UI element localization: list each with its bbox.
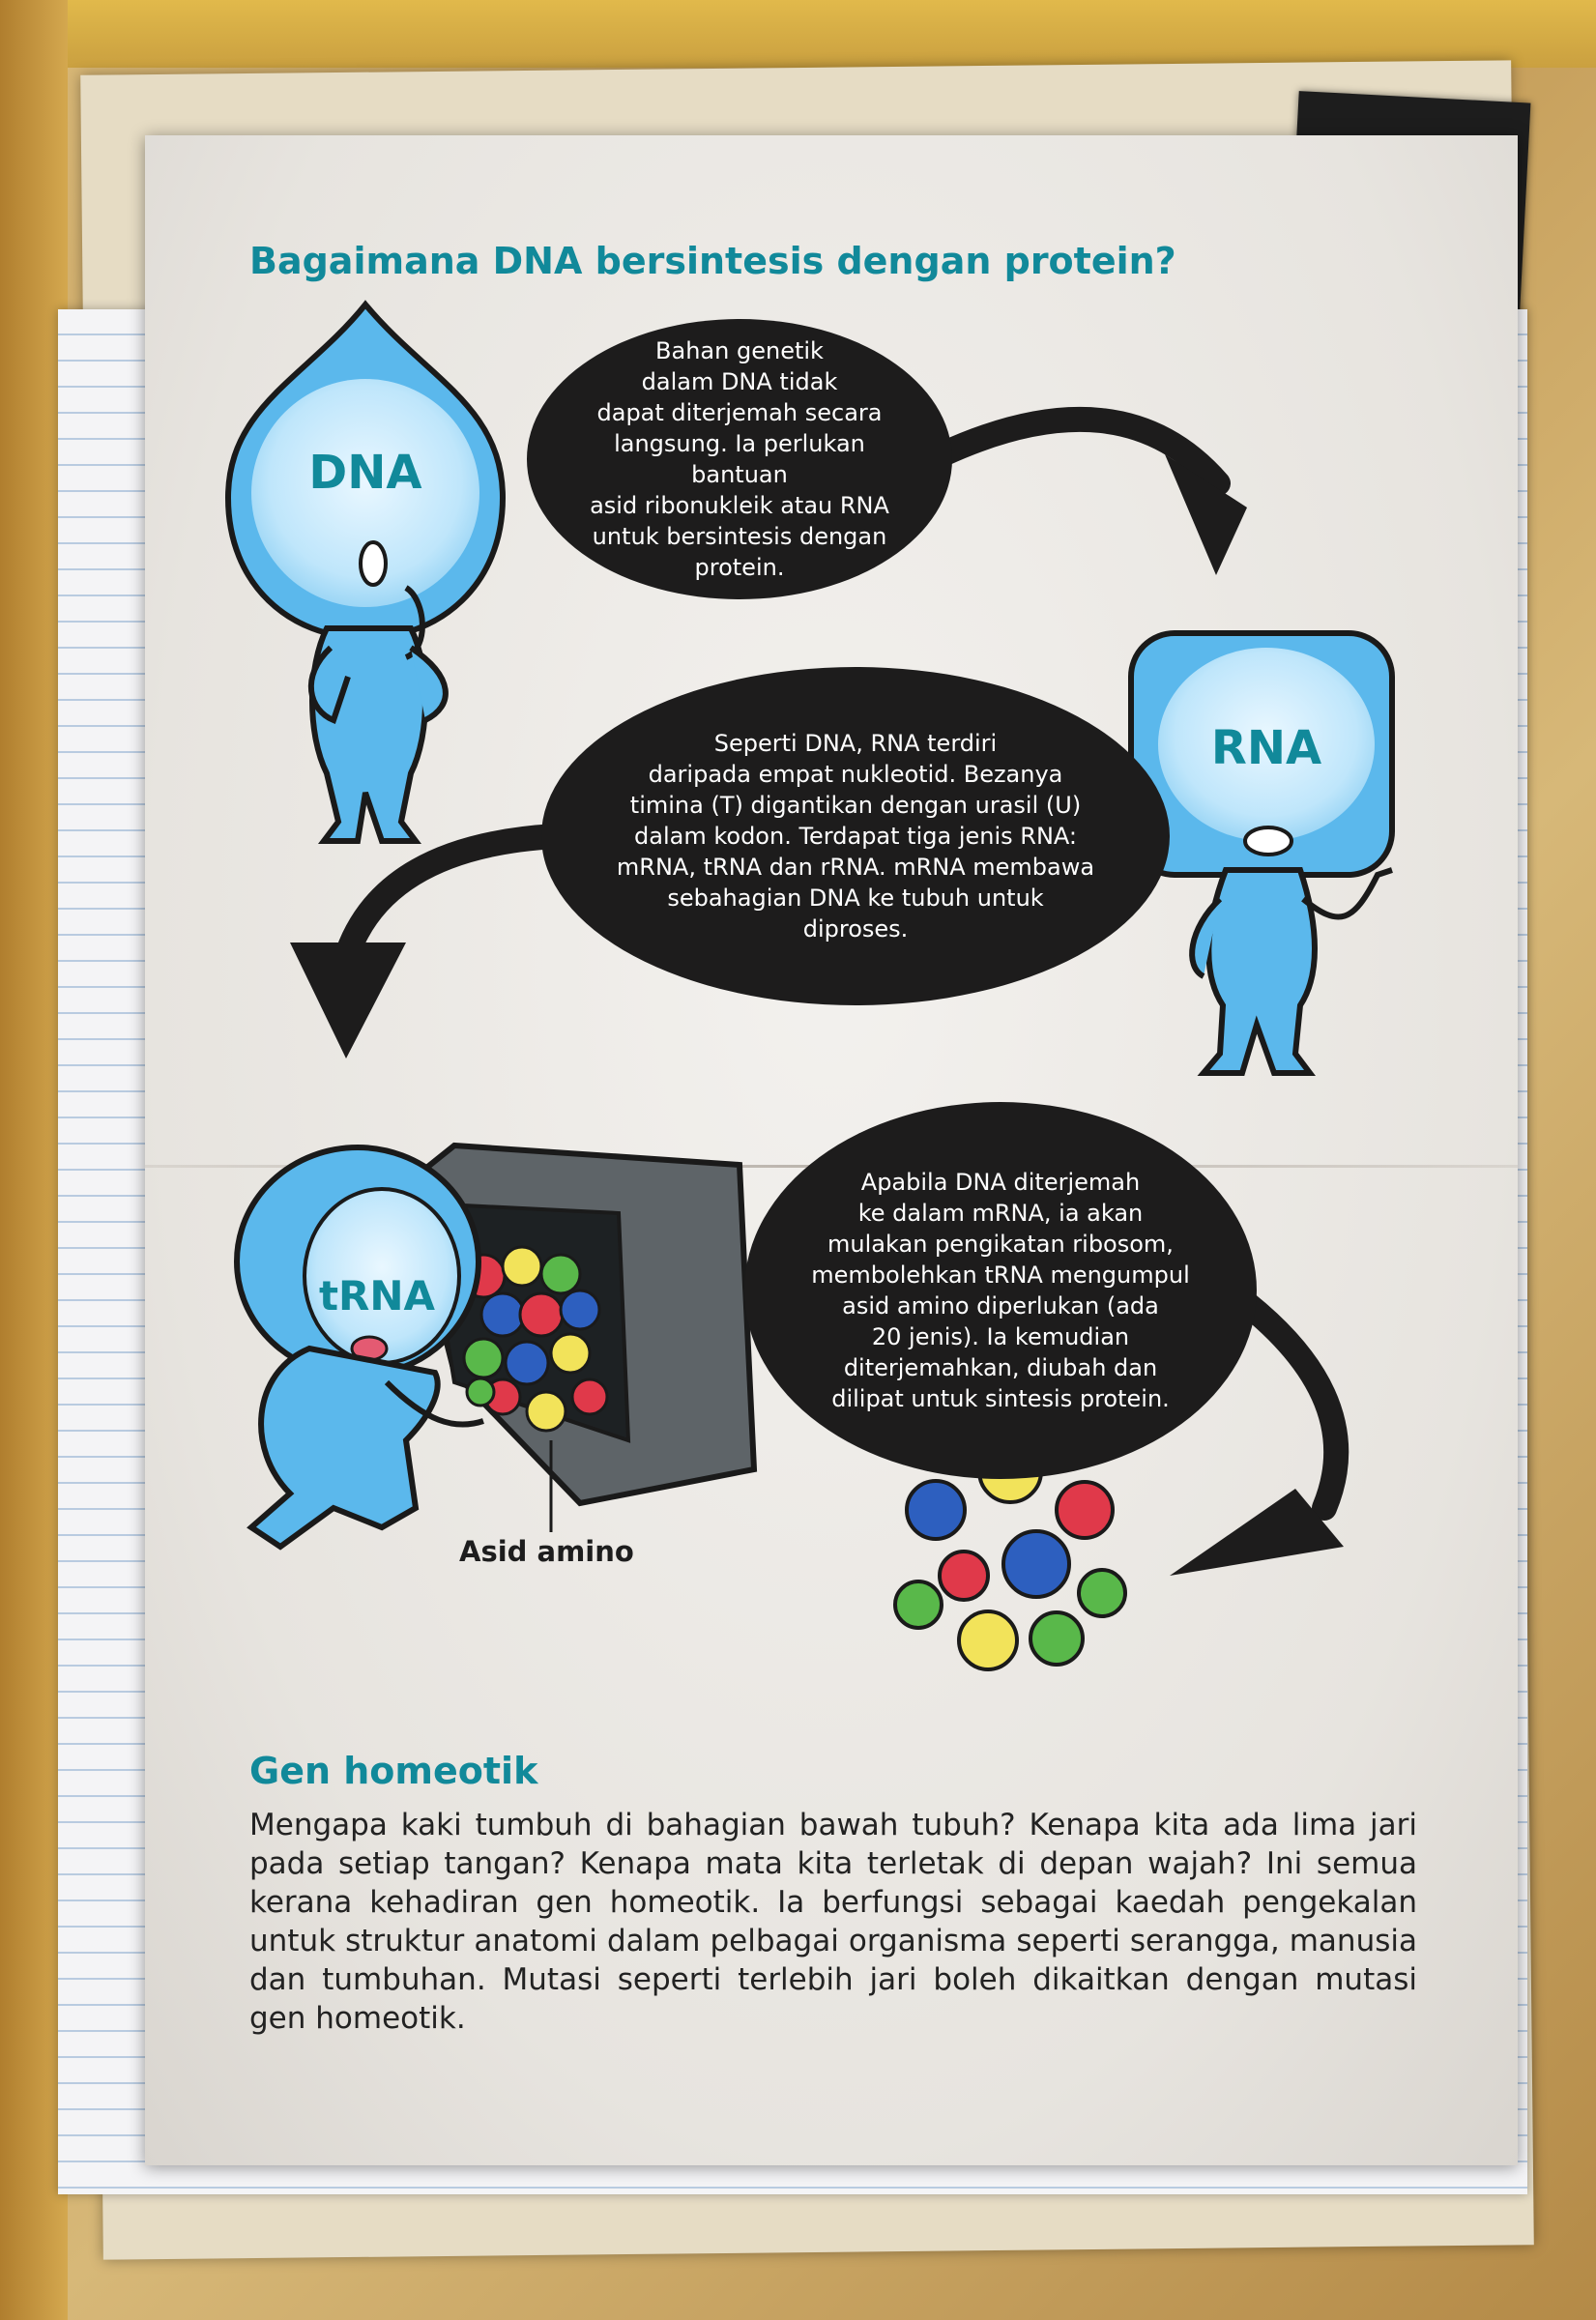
amino-acid-label: Asid amino	[459, 1535, 634, 1568]
gen-homeotik-paragraph: Mengapa kaki tumbuh di bahagian bawah tubuh? Kenapa kita ada lima jari pada setiap tangan? Kenapa mata kita terletak di depan wajah? Ini semua kerana kehadiran gen homeotik. Ia berfungsi sebagai kaedah pengekalan untuk struktur anatomi dalam pelbagai organisma seperti serangga, manusia dan tumbuhan. Mutasi seperti terlebih jari boleh dikaitkan dengan mutasi gen homeotik.	[249, 1808, 1417, 2036]
speech-bubble-rna-text: Seperti DNA, RNA terdiri daripada empat nukleotid. Bezanya timina (T) digantikan dengan urasil (U) dalam kodon. Terdapat tiga jenis RNA: mRNA, tRNA dan rRNA. mRNA membawa sebahagian DNA ke tubuh untuk diproses.	[616, 730, 1095, 942]
arrow-rna-to-trna	[290, 836, 556, 1058]
speech-bubble-rna	[541, 667, 1170, 1005]
dna-label: DNA	[308, 446, 422, 500]
rna-label: RNA	[1210, 721, 1322, 775]
speech-bubble-trna-text: Apabila DNA diterjemah ke dalam mRNA, ia akan mulakan pengikatan ribosom, membolehkan tRNA mengumpul asid amino diperlukan (ada 20 jenis). Ia kemudian diterjemahkan, diubah dan dilipat untuk sintesis protein.	[811, 1169, 1190, 1412]
speech-bubble-dna	[527, 319, 952, 599]
rna-character	[1131, 633, 1392, 1073]
trna-label: tRNA	[318, 1272, 436, 1320]
speech-bubble-trna	[744, 1102, 1257, 1479]
main-heading: Bagaimana DNA bersintesis dengan protein?	[249, 240, 1176, 282]
arrow-dna-to-rna	[943, 420, 1247, 575]
gen-homeotik-heading: Gen homeotik	[249, 1750, 538, 1792]
speech-bubble-dna-text: Bahan genetik dalam DNA tidak dapat diterjemah secara langsung. Ia perlukan bantuan asid ribonukleik atau RNA untuk bersintesis dengan protein.	[590, 337, 889, 581]
dna-character	[228, 304, 503, 841]
